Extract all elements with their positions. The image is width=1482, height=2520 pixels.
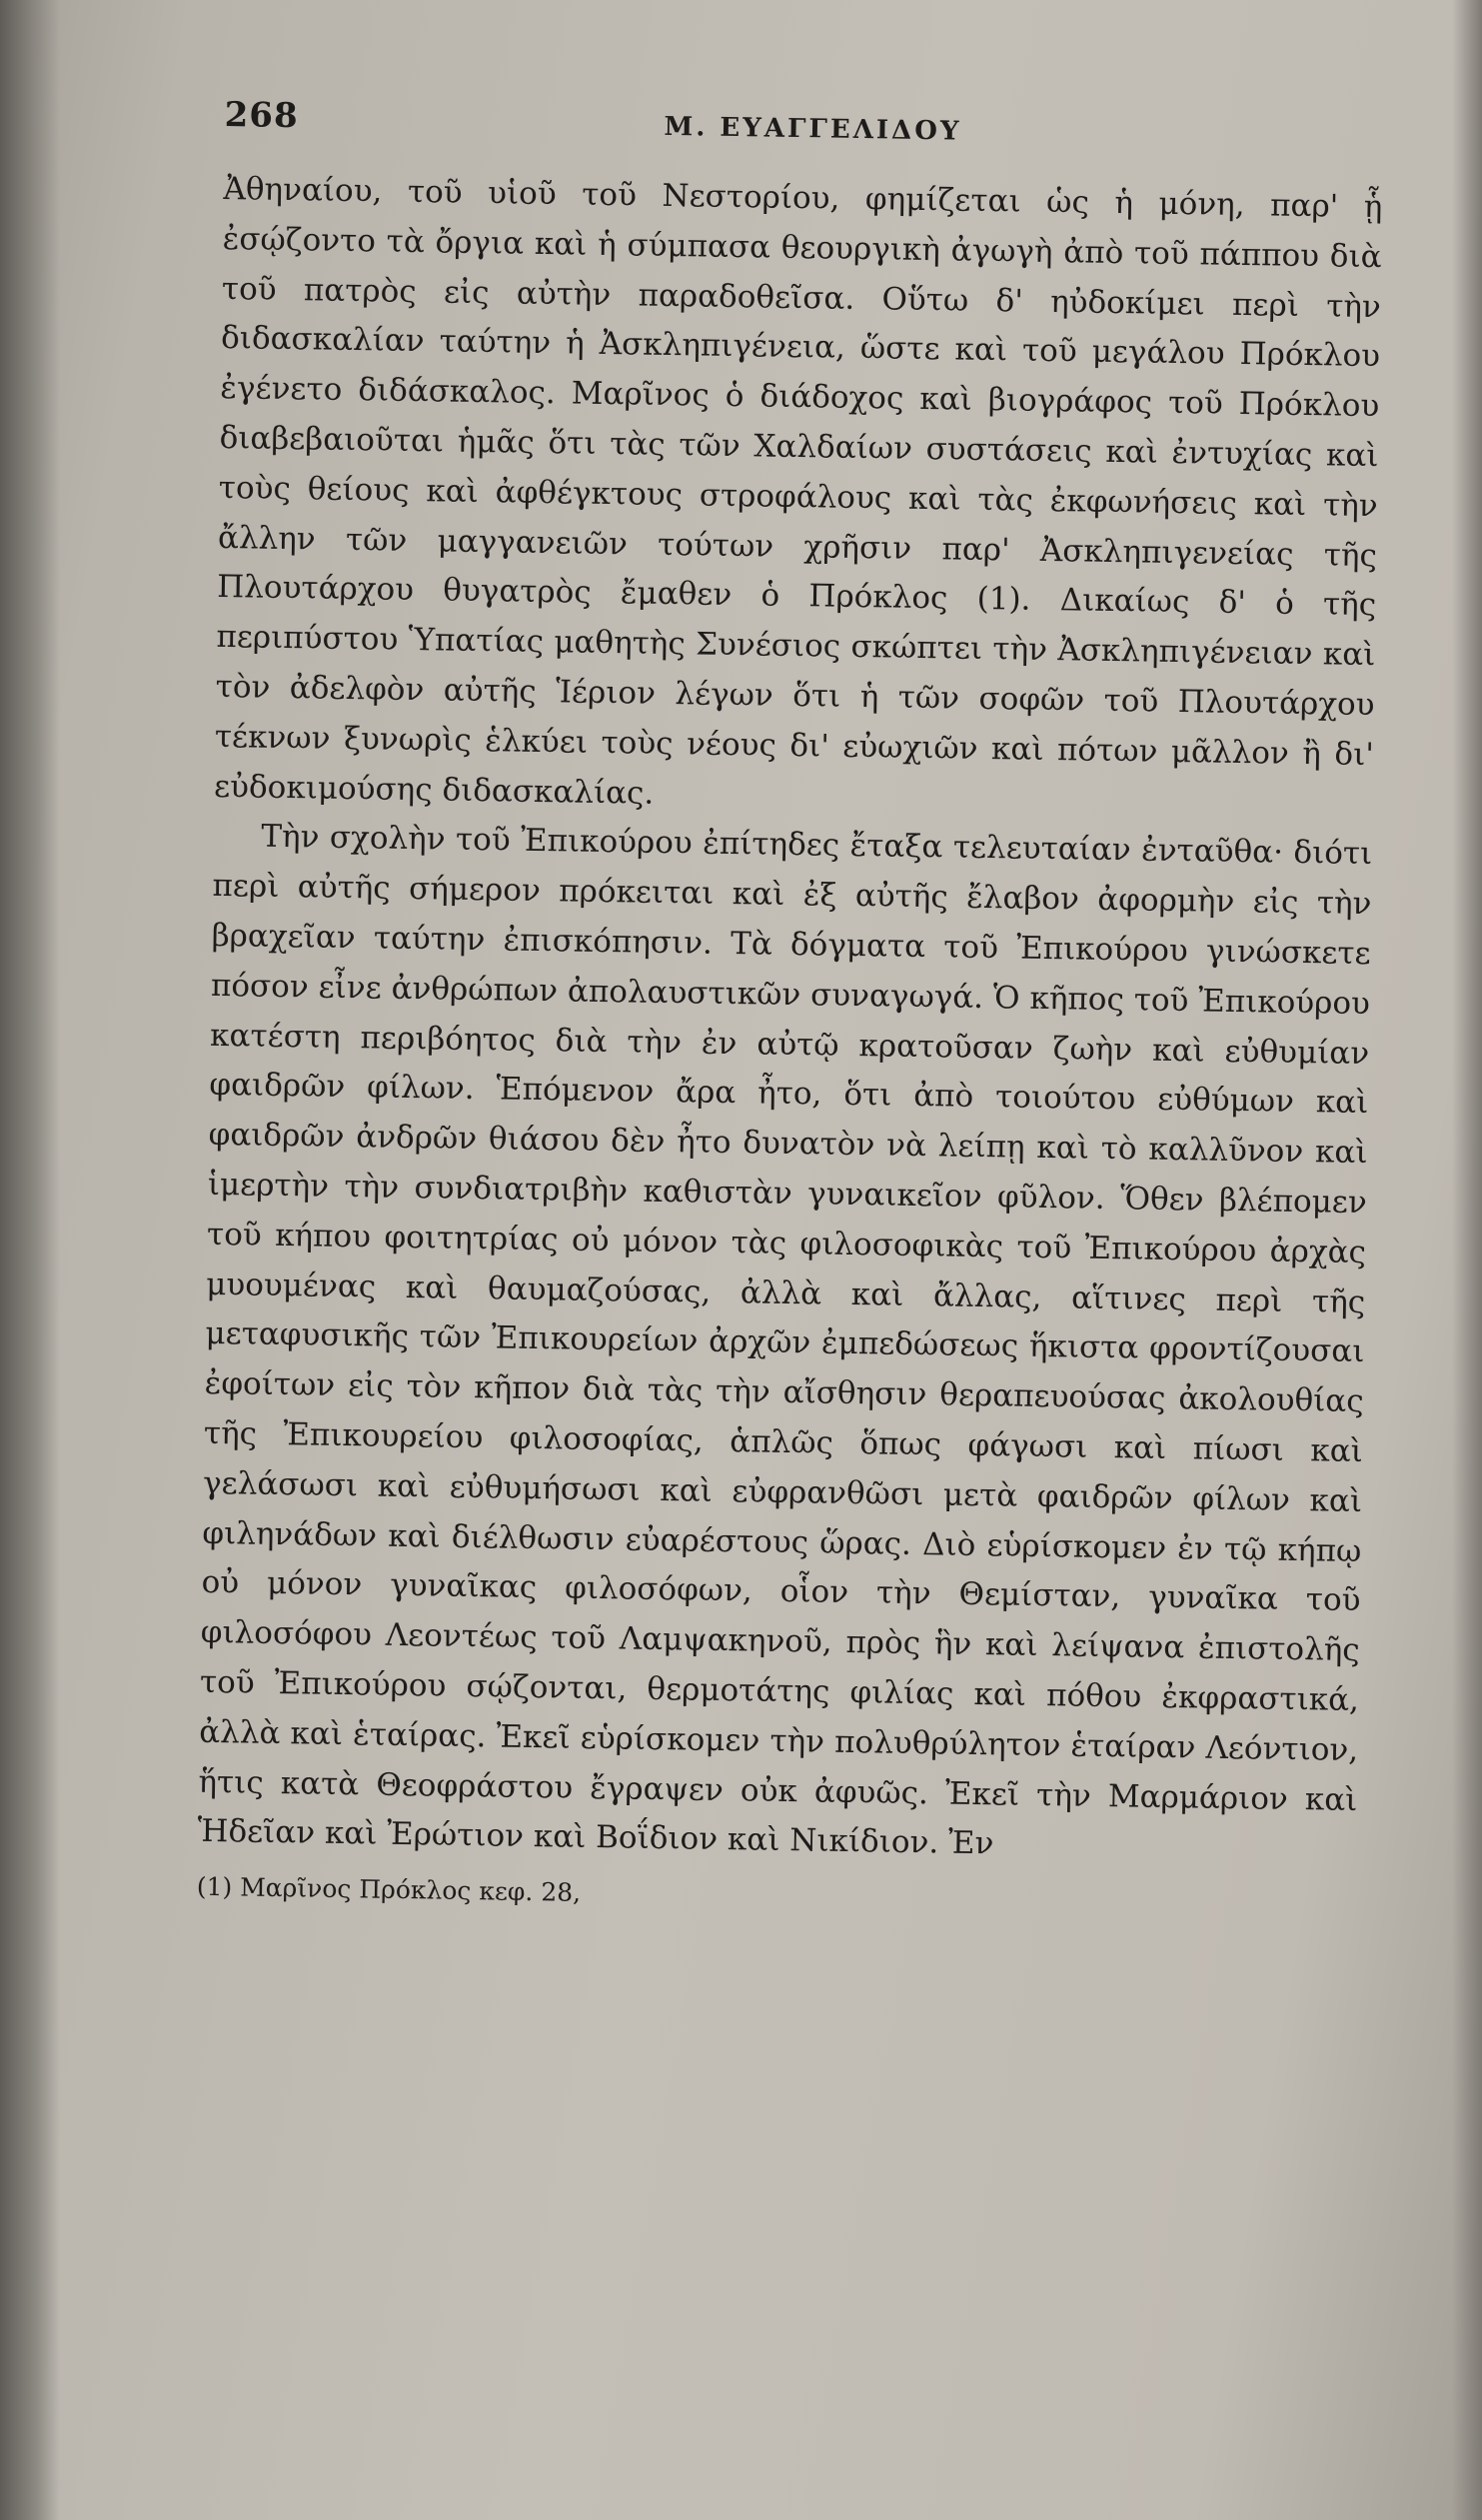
page-number: 268 bbox=[224, 95, 299, 137]
book-page bbox=[197, 95, 1384, 1925]
paragraph-2: Τὴν σχολὴν τοῦ Ἐπικούρου ἐπίτηδες ἔταξα τελευταίαν ἐνταῦθα· διότι περὶ αὐτῆς σήμερον πρόκειται καὶ ἐξ αὐτῆς ἔλαβον ἀφορμὴν εἰς τὴν βραχεῖαν ταύτην ἐπισκόπησιν. Τὰ δόγματα τοῦ Ἐπικούρου γινώσκετε πόσον εἶνε ἀνθρώπων ἀπολαυστικῶν συναγωγά. Ὁ κῆπος τοῦ Ἐπικούρου κατέστη περιβόητος διὰ τὴν ἐν αὐτῷ κρατοῦσαν ζωὴν καὶ εὐθυμίαν φαιδρῶν φίλων. Ἑπόμενον ἄρα ἦτο, ὅτι ἀπὸ τοιούτου εὐθύμων καὶ φαιδρῶν ἀνδρῶν θιάσου δὲν ἦτο δυνατὸν νὰ λείπῃ καὶ τὸ καλλῦνον καὶ ἱμερτὴν τὴν συνδιατριβὴν καθιστὰν γυναικεῖον φῦλον. Ὅθεν βλέπομεν τοῦ κήπου φοιτητρίας οὐ μόνον τὰς φιλοσοφικὰς τοῦ Ἐπικούρου ἀρχὰς μυουμένας καὶ θαυμαζούσας, ἀλλὰ καὶ ἄλλας, αἵτινες περὶ τῆς μεταφυσικῆς τῶν Ἐπικουρείων ἀρχῶν ἐμπεδώσεως ἥκιστα φροντίζουσαι ἐφοίτων εἰς τὸν κῆπον διὰ τὰς τὴν αἴσθησιν θεραπευούσας ἀκολουθίας τῆς Ἐπικουρείου φιλοσοφίας, ἁπλῶς ὅπως φάγωσι καὶ πίωσι καὶ γελάσωσι καὶ εὐθυμήσωσι καὶ εὐφρανθῶσι μετὰ φαιδρῶν φίλων καὶ φιληνάδων καὶ διέλθωσιν εὐαρέστους ὥρας. Διὸ εὑρίσκομεν ἐν τῷ κήπῳ οὐ μόνον γυναῖκας φιλοσόφων, οἷον τὴν Θεμίσταν, γυναῖκα τοῦ φιλοσόφου Λεοντέως τοῦ Λαμψακηνοῦ, πρὸς ἣν καὶ λείψανα ἐπιστολῆς τοῦ Ἐπικούρου σῴζονται, θερμοτάτης φιλίας καὶ πόθου ἐκφραστικά, ἀλλὰ καὶ ἑταίρας. Ἐκεῖ εὑρίσκομεν τὴν πολυθρύλητον ἑταίραν Λεόντιον, ἥτις κατὰ Θεοφράστου ἔγραψεν οὐκ ἀφυῶς. Ἐκεῖ τὴν Μαρμάριον καὶ Ἡδεῖαν καὶ Ἐρώτιον καὶ Βοΐδιον καὶ Νικίδιον. Ἐν bbox=[197, 819, 1373, 1862]
running-head: Μ. ΕΥΑΓΓΕΛΙΔΟΥ bbox=[664, 111, 962, 147]
footnote: (1) Μαρῖνος Πρόκλος κεφ. 28, bbox=[196, 1871, 582, 1907]
paragraph-1: Ἀθηναίου, τοῦ υἱοῦ τοῦ Νεστορίου, φημίζεται ὡς ἡ μόνη, παρ' ᾗ ἐσῴζοντο τὰ ὄργια καὶ ἡ σύμπασα θεουργικὴ ἀγωγὴ ἀπὸ τοῦ πάππου διὰ τοῦ πατρὸς εἰς αὐτὴν παραδοθεῖσα. Οὕτω δ' ηὐδοκίμει περὶ τὴν διδασκαλίαν ταύτην ἡ Ἀσκληπιγένεια, ὥστε καὶ τοῦ μεγάλου Πρόκλου ἐγένετο διδάσκαλος. Μαρῖνος ὁ διάδοχος καὶ βιογράφος τοῦ Πρόκλου διαβεβαιοῦται ἡμᾶς ὅτι τὰς τῶν Χαλδαίων συστάσεις καὶ ἐντυχίας καὶ τοὺς θείους καὶ ἀφθέγκτους στροφάλους καὶ τὰς ἐκφωνήσεις καὶ τὴν ἄλλην τῶν μαγγανειῶν τούτων χρῆσιν παρ' Ἀσκληπιγενείας τῆς Πλουτάρχου θυγατρὸς ἔμαθεν ὁ Πρόκλος (1). Δικαίως δ' ὁ τῆς περιπύστου Ὑπατίας μαθητὴς Συνέσιος σκώπτει τὴν Ἀσκληπιγένειαν καὶ τὸν ἀδελφὸν αὐτῆς Ἱέριον λέγων ὅτι ἡ τῶν σοφῶν τοῦ Πλουτάρχου τέκνων ξυνωρὶς ἑλκύει τοὺς νέους δι' εὐωχιῶν καὶ πότων μᾶλλον ἢ δι' εὐδοκιμούσης διδασκαλίας. bbox=[213, 170, 1383, 812]
